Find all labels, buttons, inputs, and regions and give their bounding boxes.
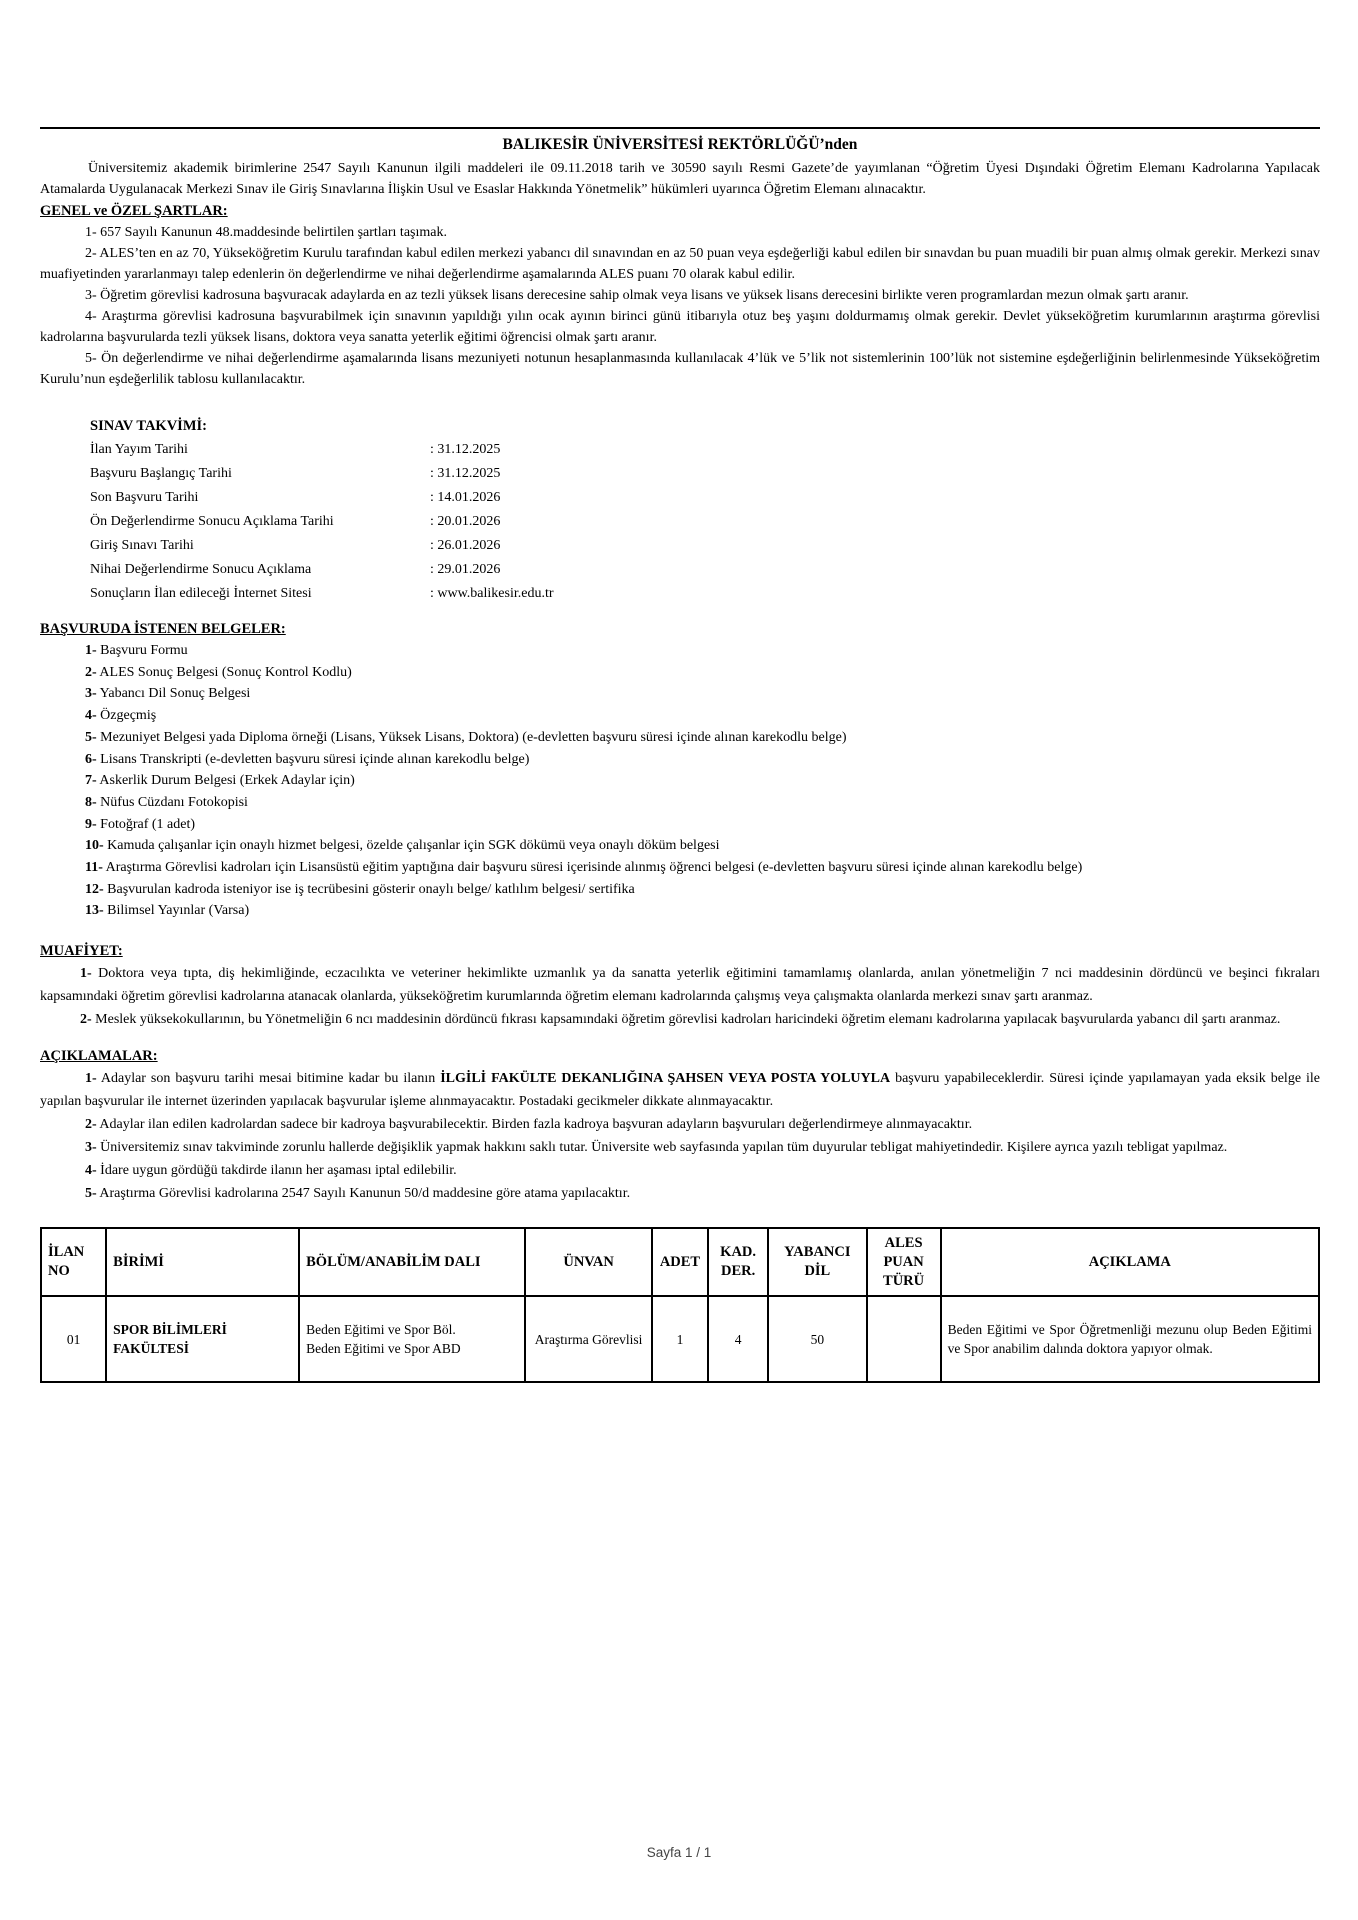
schedule-label: Başvuru Başlangıç Tarihi: [90, 466, 232, 481]
list-item: [85, 770, 1320, 792]
cell-yabanci-dil: 50: [768, 1296, 866, 1382]
item-number: 2-: [85, 1117, 97, 1133]
column-header-kad-der: KAD. DER.: [708, 1228, 768, 1296]
schedule-row: [90, 534, 1320, 558]
schedule-row: [90, 486, 1320, 510]
item-text: Başvuru Formu: [100, 643, 188, 658]
schedule-value: : 26.01.2026: [430, 538, 501, 553]
list-item: [85, 879, 1320, 901]
cell-bolum-line2: Beden Eğitimi ve Spor ABD: [306, 1341, 461, 1357]
item-number: 7-: [85, 773, 97, 789]
item-number: 3-: [85, 1140, 97, 1156]
column-header-aciklama: AÇIKLAMA: [941, 1228, 1319, 1296]
item-text: Adaylar ilan edilen kadrolardan sadece bir kadroya başvurabilecektir. Birden fazla kadroya başvuran adayların başvuruları değerlendirmeye alınmayacaktır.: [99, 1117, 973, 1133]
item-text: Bilimsel Yayınlar (Varsa): [107, 903, 250, 919]
item-number: 5-: [85, 729, 97, 745]
section-heading-muafiyet: MUAFİYET:: [40, 943, 123, 960]
item-number: 4-: [85, 1163, 97, 1179]
item-text: Askerlik Durum Belgesi (Erkek Adaylar için): [99, 773, 355, 789]
schedule-value: : 31.12.2025: [430, 442, 501, 457]
schedule-label: Giriş Sınavı Tarihi: [90, 538, 194, 553]
page-title: BALIKESİR ÜNİVERSİTESİ REKTÖRLÜĞÜ’nden: [502, 136, 858, 153]
header-divider: [40, 127, 1320, 129]
column-header-ilan-no: İLAN NO: [41, 1228, 106, 1296]
schedule-row: [90, 462, 1320, 486]
item-text: Kamuda çalışanlar için onaylı hizmet belgesi, özelde çalışanlar için SGK dökümü veya onaylı döküm belgesi: [107, 838, 720, 854]
cell-bolum-line1: Beden Eğitimi ve Spor Böl.: [306, 1322, 456, 1338]
list-item: [40, 1067, 1320, 1113]
schedule-value: : 29.01.2026: [430, 562, 501, 577]
schedule-value: : 20.01.2026: [430, 514, 501, 529]
schedule-label: Son Başvuru Tarihi: [90, 490, 199, 505]
list-item: 5- Ön değerlendirme ve nihai değerlendirme aşamalarında lisans mezuniyeti notunun hesaplanmasında kullanılacak 4’lük ve 5’lik not sistemlerinin 100’lük not sistemine eşdeğerliğinin belirlenmesinde Yükseköğretim Kurulu’nun eşdeğerlilik tablosu kullanılacaktır.: [40, 351, 1320, 387]
item-number: 12-: [85, 881, 104, 897]
item-number: 8-: [85, 794, 97, 810]
item-number: 4-: [85, 708, 97, 724]
table-header-row: [41, 1228, 1319, 1296]
list-item: [40, 1159, 1320, 1182]
list-item: [40, 1113, 1320, 1136]
explanations: [40, 1045, 1320, 1205]
item-text: Doktora veya tıpta, diş hekimliğinde, eczacılıkta ve veteriner hekimlikte uzmanlık ya da sanatta yeterlik eğitimini tamamlamış olanlarda, anılan yönetmeliğin 7 nci maddesinin dördüncü ve beşinci fıkraları kapsamındaki öğretim görevlisi kadrolarına atanacak olanlarda, yükseköğretim kurumlarında öğretim elemanı kadrolarında çalışmış veya çalışmakta olanlarda merkezi sınav şartı aranmaz.: [40, 966, 1320, 1005]
list-item: [85, 683, 1320, 705]
schedule-value: : 31.12.2025: [430, 466, 501, 481]
item-text-bold: İLGİLİ FAKÜLTE DEKANLIĞINA ŞAHSEN VEYA POSTA YOLUYLA: [440, 1071, 891, 1087]
item-text: Üniversitemiz sınav takviminde zorunlu hallerde değişiklik yapmak hakkını saklı tutar. Üniversite web sayfasında yapılan tüm duyurular tebligat mahiyetindedir. Kişilere ayrıca yazılı tebligat yapılmaz.: [100, 1140, 1228, 1156]
positions-table: [40, 1227, 1320, 1383]
intro-paragraph: Üniversitemiz akademik birimlerine 2547 Sayılı Kanunun ilgili maddeleri ile 09.11.2018 tarih ve 30590 sayılı Resmi Gazete’de yayımlanan “Öğretim Üyesi Dışındaki Öğretim Elemanı Kadrolarına Yapılacak Atamalarda Uygulanacak Merkezi Sınav ile Giriş Sınavlarına İlişkin Usul ve Esaslar Hakkında Yönetmelik” hükümleri uyarınca Öğretim Elemanı alınacaktır.: [40, 161, 1320, 197]
item-text: ALES Sonuç Belgesi (Sonuç Kontrol Kodlu): [99, 664, 352, 680]
list-item: 2- ALES’ten en az 70, Yükseköğretim Kurulu tarafından kabul edilen merkezi yabancı dil sınavından en az 50 puan veya eşdeğerliği kabul edilen bir sınavdan bu puan muadili bir puan almış olmak gerekir. Merkezi sınav muafiyetinden yararlanmayı talep edenlerin ön değerlendirme ve nihai değerlendirme aşamalarında ALES puanı 70 olarak kabul edilir.: [40, 246, 1320, 282]
section-heading-genel: GENEL ve ÖZEL ŞARTLAR:: [40, 203, 228, 219]
item-number: 9-: [85, 816, 97, 832]
cell-aciklama: Beden Eğitimi ve Spor Öğretmenliği mezunu olup Beden Eğitimi ve Spor anabilim dalında doktora yapıyor olmak.: [941, 1296, 1319, 1382]
item-number: 11-: [85, 860, 103, 876]
column-header-yabanci-dil: YABANCI DİL: [768, 1228, 866, 1296]
cell-ilan-no: 01: [41, 1296, 106, 1382]
section-heading-takvim: SINAV TAKVİMİ:: [90, 418, 207, 434]
item-number: 1-: [85, 643, 97, 658]
item-text: Lisans Transkripti (e-devletten başvuru süresi içinde alınan karekodlu belge): [100, 751, 530, 767]
cell-bolum: [299, 1296, 525, 1382]
item-number: 1-: [80, 966, 92, 982]
item-number: 6-: [85, 751, 97, 767]
section-heading-aciklamalar: AÇIKLAMALAR:: [40, 1048, 158, 1065]
exam-schedule: [90, 414, 1320, 606]
item-number: 10-: [85, 838, 104, 854]
document-content: [0, 127, 1358, 1383]
section-heading-belgeler: BAŞVURUDA İSTENEN BELGELER:: [40, 621, 286, 637]
list-item: [40, 1008, 1320, 1031]
list-item: [85, 662, 1320, 684]
item-text: Başvurulan kadroda isteniyor ise iş tecrübesini gösterir onaylı belge/ katlılım belgesi/ sertifika: [107, 881, 635, 897]
cell-adet: 1: [652, 1296, 708, 1382]
item-number: 2-: [85, 664, 97, 680]
item-text: Fotoğraf (1 adet): [100, 816, 196, 832]
schedule-label: Ön Değerlendirme Sonucu Açıklama Tarihi: [90, 514, 334, 529]
item-text: Araştırma Görevlisi kadrolarına 2547 Sayılı Kanunun 50/d maddesine göre atama yapılacaktır.: [99, 1186, 631, 1202]
schedule-label: Nihai Değerlendirme Sonucu Açıklama: [90, 562, 312, 577]
item-text: Yabancı Dil Sonuç Belgesi: [99, 686, 251, 702]
table-row: [41, 1296, 1319, 1382]
schedule-label: İlan Yayım Tarihi: [90, 442, 188, 457]
list-item: [85, 705, 1320, 727]
cell-unvan: Araştırma Görevlisi: [525, 1296, 652, 1382]
item-text: Özgeçmiş: [100, 708, 157, 724]
cell-kad-der: 4: [708, 1296, 768, 1382]
item-text: Meslek yüksekokullarının, bu Yönetmeliğin 6 ncı maddesinin dördüncü fıkrası kapsamındaki öğretim görevlisi kadroları haricindeki öğretim elemanı kadrolarına yapılacak başvurularda yabancı dil şartı aranmaz.: [95, 1012, 1281, 1028]
item-text: Adaylar son başvuru tarihi mesai bitimine kadar bu ilanın: [100, 1071, 441, 1087]
item-text: başvuru yapabileceklerdir. Süresi içinde yapılamayan yada eksik belge ile yapılan başvurular ile internet üzerinden yapılacak başvurular işleme alınmayacaktır. Postadaki gecikmeler dikkate alınmayacaktır.: [40, 1071, 1320, 1110]
schedule-label: Sonuçların İlan edileceği İnternet Sitesi: [90, 586, 312, 601]
schedule-row: [90, 558, 1320, 582]
list-item: [40, 1182, 1320, 1205]
item-number: 2-: [80, 1012, 92, 1028]
list-item: 4- Araştırma görevlisi kadrosuna başvurabilmek için sınavının yapıldığı yılın ocak ayının birinci günü itibarıyla otuz beş yaşını doldurmamış olmak gerekir. Devlet yükseköğretim kurumlarının araştırma görevlisi kadrolarına başvurularda tezli yüksek lisans, doktora veya sanatta yeterlik eğitimi öğrencisi olmak şartı aranır.: [40, 309, 1320, 345]
item-number: 13-: [85, 903, 104, 919]
schedule-row: [90, 438, 1320, 462]
item-text: Araştırma Görevlisi kadroları için Lisansüstü eğitim yaptığına dair başvuru süresi içerisinde alınmış öğrenci belgesi (e-devletten başvuru süresi içinde alınan karekodlu belge): [105, 860, 1083, 876]
list-item: 1- 657 Sayılı Kanunun 48.maddesinde belirtilen şartları taşımak.: [85, 225, 447, 240]
item-number: 1-: [85, 1071, 97, 1087]
column-header-birimi: BİRİMİ: [106, 1228, 299, 1296]
column-header-bolum: BÖLÜM/ANABİLİM DALI: [299, 1228, 525, 1296]
schedule-row: [90, 582, 1320, 606]
list-item: [85, 835, 1320, 857]
list-item: [85, 857, 1320, 879]
list-item: [40, 962, 1320, 1008]
required-documents: [40, 618, 1320, 922]
list-item: [85, 814, 1320, 836]
list-item: [85, 749, 1320, 771]
item-number: 5-: [85, 1186, 97, 1202]
item-text: Mezuniyet Belgesi yada Diploma örneği (Lisans, Yüksek Lisans, Doktora) (e-devletten başvuru süresi içinde alınan karekodlu belge): [100, 729, 847, 745]
column-header-adet: ADET: [652, 1228, 708, 1296]
schedule-value: : 14.01.2026: [430, 490, 501, 505]
exemptions: [40, 940, 1320, 1031]
list-item: [85, 727, 1320, 749]
item-number: 3-: [85, 686, 97, 702]
schedule-value: : www.balikesir.edu.tr: [430, 586, 554, 601]
list-item: [40, 1136, 1320, 1159]
list-item: [85, 900, 1320, 922]
item-text: İdare uygun gördüğü takdirde ilanın her aşaması iptal edilebilir.: [100, 1163, 457, 1179]
list-item: 3- Öğretim görevlisi kadrosuna başvuracak adaylarda en az tezli yüksek lisans derecesine sahip olmak veya lisans ve yüksek lisans derecesini birlikte veren programlardan mezun olmak şartı aranır.: [85, 288, 1189, 303]
page-number: Sayfa 1 / 1: [646, 1845, 712, 1860]
cell-ales-puan-turu: [867, 1296, 941, 1382]
schedule-row: [90, 510, 1320, 534]
list-item: [85, 640, 1320, 662]
cell-birimi: SPOR BİLİMLERİ FAKÜLTESİ: [106, 1296, 299, 1382]
list-item: [85, 792, 1320, 814]
column-header-unvan: ÜNVAN: [525, 1228, 652, 1296]
column-header-ales-puan-turu: ALES PUAN TÜRÜ: [867, 1228, 941, 1296]
item-text: Nüfus Cüzdanı Fotokopisi: [100, 794, 248, 810]
